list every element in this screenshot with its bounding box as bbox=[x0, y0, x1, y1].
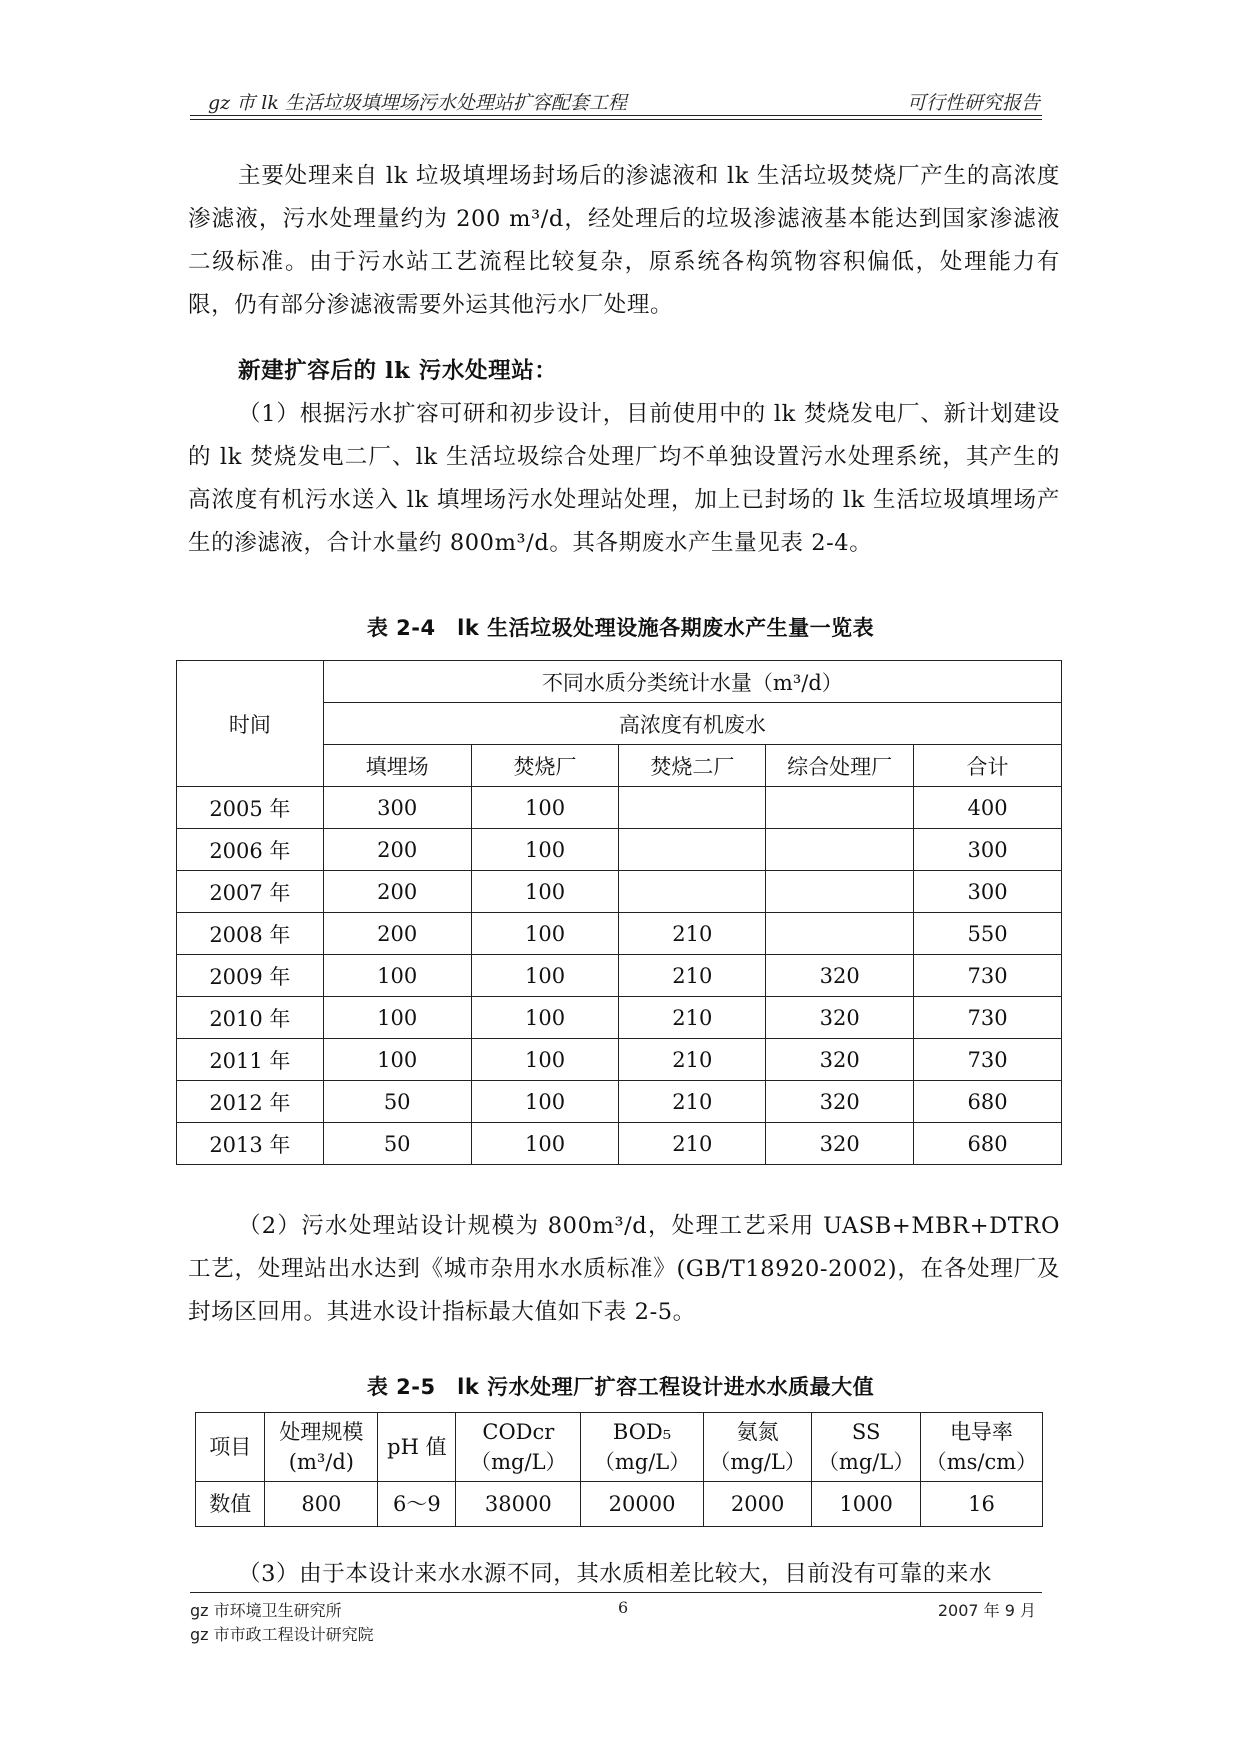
value-cell: 50 bbox=[323, 1123, 471, 1165]
value-cell: 100 bbox=[471, 787, 619, 829]
table-row bbox=[177, 955, 1062, 997]
value-cell: 100 bbox=[471, 1039, 619, 1081]
parameter-unit: (m³/d) bbox=[288, 1450, 354, 1474]
parameter-header bbox=[703, 1413, 812, 1482]
parameter-name: BOD₅ bbox=[612, 1420, 672, 1444]
value-cell: 200 bbox=[323, 913, 471, 955]
table-row bbox=[177, 1081, 1062, 1123]
year-cell: 2013 年 bbox=[177, 1123, 324, 1165]
value-cell bbox=[766, 871, 914, 913]
value-cell: 730 bbox=[914, 955, 1062, 997]
value-cell: 100 bbox=[323, 1039, 471, 1081]
value-cell: 730 bbox=[914, 997, 1062, 1039]
parameter-name: 氨氮 bbox=[736, 1420, 779, 1444]
parameter-value: 800 bbox=[265, 1482, 378, 1527]
parameter-name: CODcr bbox=[482, 1420, 555, 1444]
table-row bbox=[177, 1123, 1062, 1165]
influent-quality-table bbox=[195, 1412, 1043, 1527]
table-row bbox=[177, 829, 1062, 871]
value-cell bbox=[619, 871, 766, 913]
header-title: gz 市 lk 生活垃圾填埋场污水处理站扩容配套工程 bbox=[208, 92, 627, 114]
parameter-name: 电导率 bbox=[949, 1420, 1013, 1444]
row-label-header: 项目 bbox=[196, 1413, 265, 1482]
time-header: 时间 bbox=[177, 661, 324, 787]
column-header: 焚烧二厂 bbox=[619, 745, 766, 787]
value-cell bbox=[766, 829, 914, 871]
table-row bbox=[177, 787, 1062, 829]
year-cell: 2005 年 bbox=[177, 787, 324, 829]
table-row bbox=[177, 871, 1062, 913]
row-label: 数值 bbox=[196, 1482, 265, 1527]
header-rule bbox=[190, 115, 1042, 116]
value-cell: 210 bbox=[619, 1123, 766, 1165]
value-cell: 210 bbox=[619, 1039, 766, 1081]
parameter-header bbox=[581, 1413, 704, 1482]
parameter-value: 20000 bbox=[581, 1482, 704, 1527]
value-cell: 320 bbox=[766, 1081, 914, 1123]
parameter-value: 6～9 bbox=[378, 1482, 456, 1527]
parameter-header bbox=[812, 1413, 921, 1482]
paragraph-item-1: （1）根据污水扩容可研和初步设计，目前使用中的 lk 焚烧发电厂、新计划建设的 lk 焚烧发电二厂、lk 生活垃圾综合处理厂均不单独设置污水处理系统，其产生的高浓度有机污水送入 lk 填埋场污水处理站处理，加上已封场的 lk 生活垃圾填埋场产生的渗滤液，合计水量约 800m³/d。其各期废水产生量见表 2-4。 bbox=[188, 401, 1060, 556]
value-cell: 400 bbox=[914, 787, 1062, 829]
paragraph-intro: 主要处理来自 lk 垃圾填埋场封场后的渗滤液和 lk 生活垃圾焚烧厂产生的高浓度渗滤液，污水处理量约为 200 m³/d，经处理后的垃圾渗滤液基本能达到国家渗滤液二级标准。由于污水站工艺流程比较复杂，原系统各构筑物容积偏低，处理能力有限，仍有部分渗滤液需要外运其他污水厂处理。 bbox=[188, 163, 1060, 318]
value-cell bbox=[766, 913, 914, 955]
value-cell: 210 bbox=[619, 955, 766, 997]
value-cell: 100 bbox=[471, 955, 619, 997]
value-cell: 100 bbox=[471, 1123, 619, 1165]
footer-org-1: gz 市环境卫生研究所 bbox=[190, 1601, 342, 1620]
header-rule-thin bbox=[190, 119, 1042, 120]
value-cell: 50 bbox=[323, 1081, 471, 1123]
value-cell: 100 bbox=[471, 829, 619, 871]
value-cell: 210 bbox=[619, 913, 766, 955]
value-cell: 100 bbox=[323, 997, 471, 1039]
parameter-value: 38000 bbox=[456, 1482, 581, 1527]
value-cell: 300 bbox=[914, 829, 1062, 871]
column-header: 填埋场 bbox=[323, 745, 471, 787]
parameter-unit: （mg/L） bbox=[817, 1450, 915, 1474]
parameter-header bbox=[378, 1413, 456, 1482]
header-report-type: 可行性研究报告 bbox=[906, 92, 1040, 114]
footer-date: 2007 年 9 月 bbox=[937, 1601, 1036, 1620]
parameter-name: pH 值 bbox=[387, 1435, 447, 1459]
value-cell bbox=[619, 829, 766, 871]
year-cell: 2007 年 bbox=[177, 871, 324, 913]
value-cell: 300 bbox=[323, 787, 471, 829]
year-cell: 2008 年 bbox=[177, 913, 324, 955]
paragraph-item-2: （2）污水处理站设计规模为 800m³/d，处理工艺采用 UASB+MBR+DTRO 工艺，处理站出水达到《城市杂用水水质标准》(GB/T18920-2002)，在各处理厂及封场区回用。其进水设计指标最大值如下表 2-5。 bbox=[188, 1213, 1060, 1325]
value-cell: 100 bbox=[471, 1081, 619, 1123]
parameter-unit: （mg/L） bbox=[709, 1450, 806, 1474]
column-header: 综合处理厂 bbox=[766, 745, 914, 787]
table-row bbox=[177, 913, 1062, 955]
parameter-name: 处理规模 bbox=[279, 1420, 364, 1444]
value-cell: 100 bbox=[471, 913, 619, 955]
parameter-header bbox=[456, 1413, 581, 1482]
footer-rule bbox=[190, 1592, 1042, 1593]
year-cell: 2006 年 bbox=[177, 829, 324, 871]
value-cell: 200 bbox=[323, 829, 471, 871]
parameter-unit: （mg/L） bbox=[593, 1450, 691, 1474]
table-row bbox=[177, 1039, 1062, 1081]
sub-header: 高浓度有机废水 bbox=[323, 703, 1061, 745]
year-cell: 2009 年 bbox=[177, 955, 324, 997]
value-cell: 200 bbox=[323, 871, 471, 913]
value-cell: 730 bbox=[914, 1039, 1062, 1081]
year-cell: 2012 年 bbox=[177, 1081, 324, 1123]
value-cell bbox=[619, 787, 766, 829]
table-row bbox=[177, 997, 1062, 1039]
footer-org-2: gz 市市政工程设计研究院 bbox=[190, 1625, 374, 1644]
value-cell: 680 bbox=[914, 1081, 1062, 1123]
parameter-name: SS bbox=[851, 1420, 881, 1444]
value-cell bbox=[766, 787, 914, 829]
parameter-header bbox=[920, 1413, 1042, 1482]
value-cell: 300 bbox=[914, 871, 1062, 913]
table-2-5-caption: 表 2-5 lk 污水处理厂扩容工程设计进水水质最大值 bbox=[366, 1375, 875, 1399]
value-cell: 100 bbox=[471, 997, 619, 1039]
value-cell: 210 bbox=[619, 1081, 766, 1123]
value-cell: 320 bbox=[766, 955, 914, 997]
year-cell: 2010 年 bbox=[177, 997, 324, 1039]
value-cell: 680 bbox=[914, 1123, 1062, 1165]
year-cell: 2011 年 bbox=[177, 1039, 324, 1081]
parameter-unit: （ms/cm） bbox=[925, 1450, 1038, 1474]
page-number: 6 bbox=[618, 1598, 629, 1617]
value-cell: 100 bbox=[323, 955, 471, 997]
value-cell: 320 bbox=[766, 997, 914, 1039]
value-cell: 320 bbox=[766, 1123, 914, 1165]
parameter-unit: （mg/L） bbox=[470, 1450, 567, 1474]
column-header: 合计 bbox=[914, 745, 1062, 787]
section-heading: 新建扩容后的 lk 污水处理站： bbox=[238, 358, 558, 384]
table-2-4-caption: 表 2-4 lk 生活垃圾处理设施各期废水产生量一览表 bbox=[366, 616, 875, 640]
value-cell: 210 bbox=[619, 997, 766, 1039]
paragraph-item-3: （3）由于本设计来水水源不同，其水质相差比较大，目前没有可靠的来水 bbox=[238, 1561, 993, 1587]
value-cell: 320 bbox=[766, 1039, 914, 1081]
parameter-value: 1000 bbox=[812, 1482, 921, 1527]
wastewater-volume-table bbox=[176, 660, 1062, 1165]
parameter-header bbox=[265, 1413, 378, 1482]
group-header: 不同水质分类统计水量（m³/d） bbox=[323, 661, 1061, 703]
column-header: 焚烧厂 bbox=[471, 745, 619, 787]
value-cell: 550 bbox=[914, 913, 1062, 955]
page-header bbox=[190, 84, 1042, 114]
value-cell: 100 bbox=[471, 871, 619, 913]
parameter-value: 16 bbox=[920, 1482, 1042, 1527]
parameter-value: 2000 bbox=[703, 1482, 812, 1527]
